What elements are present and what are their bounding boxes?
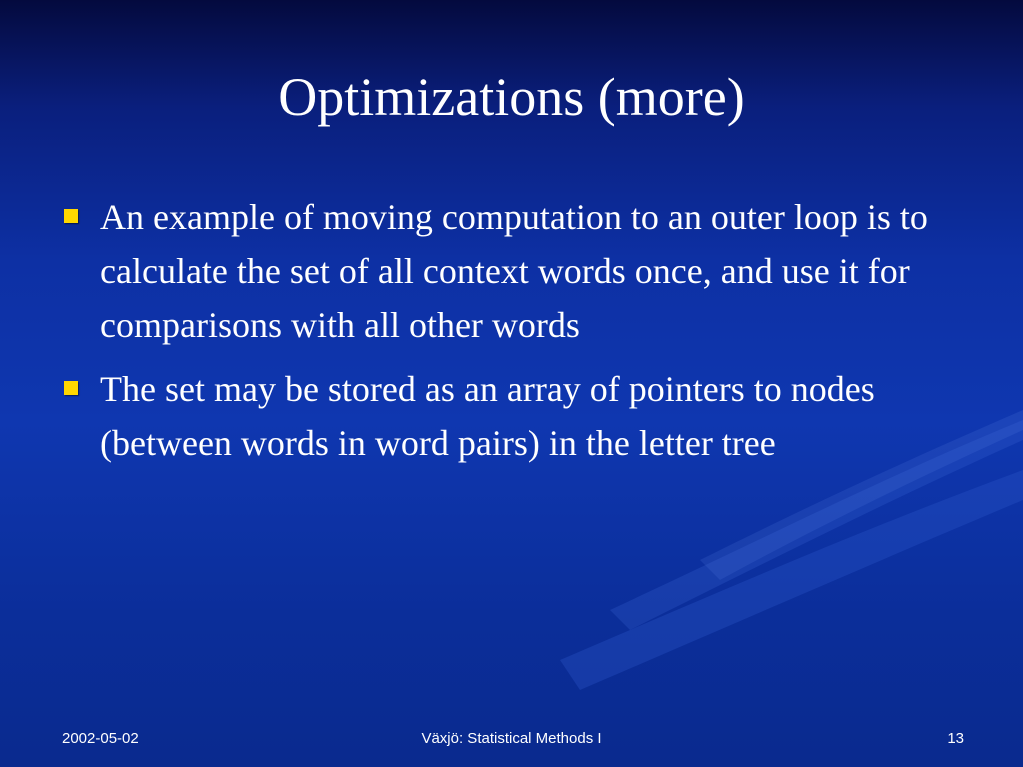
bullet-list xyxy=(64,190,964,480)
slide-number: 13 xyxy=(947,730,964,747)
bullet-text: An example of moving computation to an outer loop is to calculate the set of all context words once, and use it for comparisons with all other words xyxy=(100,197,928,345)
bullet-item xyxy=(64,190,964,352)
square-bullet-icon xyxy=(64,209,78,223)
bullet-item xyxy=(64,362,964,470)
bullet-text: The set may be stored as an array of pointers to nodes (between words in word pairs) in the letter tree xyxy=(100,369,875,463)
footer-date: 2002-05-02 xyxy=(62,730,139,747)
footer-title: Växjö: Statistical Methods I xyxy=(421,730,602,747)
slide-title: Optimizations (more) xyxy=(278,67,745,127)
square-bullet-icon xyxy=(64,381,78,395)
